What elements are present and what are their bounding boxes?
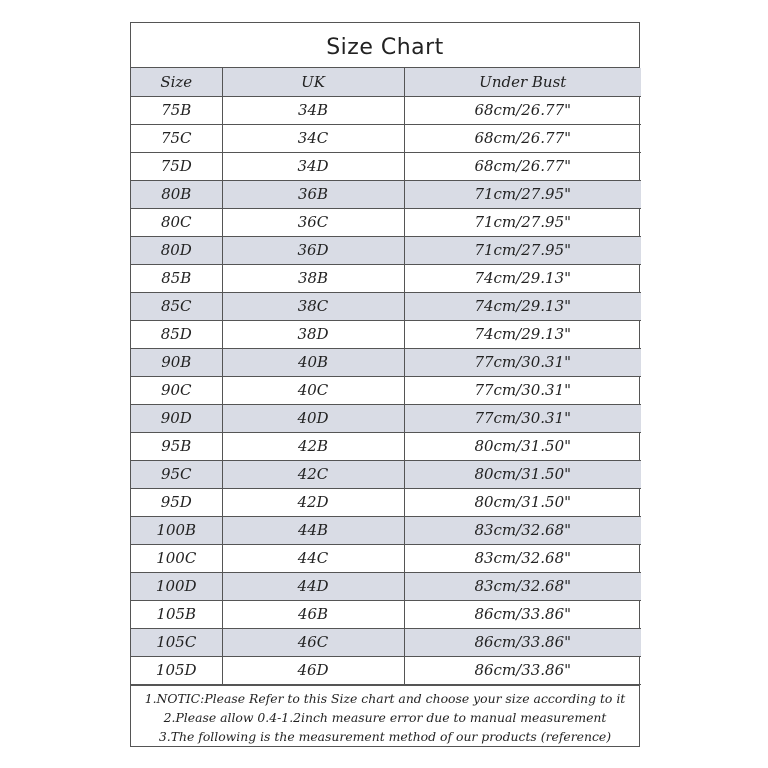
cell-under-bust: 80cm/31.50" [404, 488, 641, 516]
cell-size: 85D [131, 320, 222, 348]
cell-under-bust: 68cm/26.77" [404, 96, 641, 124]
cell-under-bust: 83cm/32.68" [404, 544, 641, 572]
table-row [131, 432, 641, 460]
cell-under-bust: 83cm/32.68" [404, 516, 641, 544]
table-row [131, 124, 641, 152]
cell-uk: 44B [222, 516, 404, 544]
table-row [131, 516, 641, 544]
table-row [131, 460, 641, 488]
table-header-row [131, 68, 641, 96]
table-row [131, 404, 641, 432]
cell-uk: 36B [222, 180, 404, 208]
size-chart-card [130, 22, 640, 747]
cell-under-bust: 74cm/29.13" [404, 320, 641, 348]
cell-size: 90C [131, 376, 222, 404]
cell-size: 100B [131, 516, 222, 544]
cell-size: 95D [131, 488, 222, 516]
column-header-under-bust: Under Bust [404, 68, 641, 96]
cell-under-bust: 74cm/29.13" [404, 292, 641, 320]
table-row [131, 376, 641, 404]
cell-uk: 46C [222, 628, 404, 656]
table-row [131, 348, 641, 376]
cell-under-bust: 80cm/31.50" [404, 432, 641, 460]
cell-size: 105D [131, 656, 222, 684]
table-row [131, 488, 641, 516]
cell-under-bust: 80cm/31.50" [404, 460, 641, 488]
cell-uk: 46D [222, 656, 404, 684]
chart-title: Size Chart [131, 23, 639, 68]
table-row [131, 628, 641, 656]
cell-uk: 42D [222, 488, 404, 516]
cell-uk: 40C [222, 376, 404, 404]
table-row [131, 656, 641, 684]
table-row [131, 236, 641, 264]
cell-size: 75B [131, 96, 222, 124]
cell-under-bust: 74cm/29.13" [404, 264, 641, 292]
cell-uk: 38B [222, 264, 404, 292]
table-row [131, 152, 641, 180]
cell-size: 100D [131, 572, 222, 600]
cell-uk: 36C [222, 208, 404, 236]
cell-under-bust: 68cm/26.77" [404, 152, 641, 180]
column-header-uk: UK [222, 68, 404, 96]
cell-uk: 46B [222, 600, 404, 628]
cell-uk: 44C [222, 544, 404, 572]
cell-size: 85C [131, 292, 222, 320]
table-row [131, 292, 641, 320]
cell-size: 85B [131, 264, 222, 292]
table-row [131, 180, 641, 208]
cell-under-bust: 86cm/33.86" [404, 600, 641, 628]
cell-uk: 42C [222, 460, 404, 488]
note-line: 1.NOTIC:Please Refer to this Size chart and choose your size according to it [144, 690, 626, 706]
cell-under-bust: 71cm/27.95" [404, 236, 641, 264]
cell-under-bust: 77cm/30.31" [404, 376, 641, 404]
cell-uk: 34C [222, 124, 404, 152]
table-row [131, 600, 641, 628]
cell-uk: 42B [222, 432, 404, 460]
cell-size: 105C [131, 628, 222, 656]
cell-size: 80B [131, 180, 222, 208]
table-row [131, 208, 641, 236]
cell-uk: 40D [222, 404, 404, 432]
size-table [131, 68, 641, 685]
cell-size: 75C [131, 124, 222, 152]
cell-size: 90B [131, 348, 222, 376]
note-line: 2.Please allow 0.4-1.2inch measure error due to manual measurement [163, 709, 607, 725]
cell-size: 95C [131, 460, 222, 488]
cell-uk: 38C [222, 292, 404, 320]
cell-under-bust: 68cm/26.77" [404, 124, 641, 152]
table-row [131, 320, 641, 348]
cell-size: 90D [131, 404, 222, 432]
cell-size: 80D [131, 236, 222, 264]
cell-uk: 40B [222, 348, 404, 376]
column-header-size: Size [131, 68, 222, 96]
cell-uk: 34D [222, 152, 404, 180]
cell-under-bust: 83cm/32.68" [404, 572, 641, 600]
cell-uk: 44D [222, 572, 404, 600]
cell-size: 75D [131, 152, 222, 180]
cell-size: 80C [131, 208, 222, 236]
table-row [131, 544, 641, 572]
cell-under-bust: 77cm/30.31" [404, 404, 641, 432]
cell-size: 95B [131, 432, 222, 460]
cell-size: 105B [131, 600, 222, 628]
cell-under-bust: 86cm/33.86" [404, 656, 641, 684]
table-row [131, 96, 641, 124]
cell-size: 100C [131, 544, 222, 572]
cell-under-bust: 71cm/27.95" [404, 180, 641, 208]
cell-under-bust: 86cm/33.86" [404, 628, 641, 656]
cell-under-bust: 71cm/27.95" [404, 208, 641, 236]
notes-section [131, 685, 639, 746]
table-row [131, 572, 641, 600]
cell-uk: 34B [222, 96, 404, 124]
cell-uk: 38D [222, 320, 404, 348]
cell-uk: 36D [222, 236, 404, 264]
table-row [131, 264, 641, 292]
note-line: 3.The following is the measurement method of our products (reference) [158, 728, 612, 744]
cell-under-bust: 77cm/30.31" [404, 348, 641, 376]
